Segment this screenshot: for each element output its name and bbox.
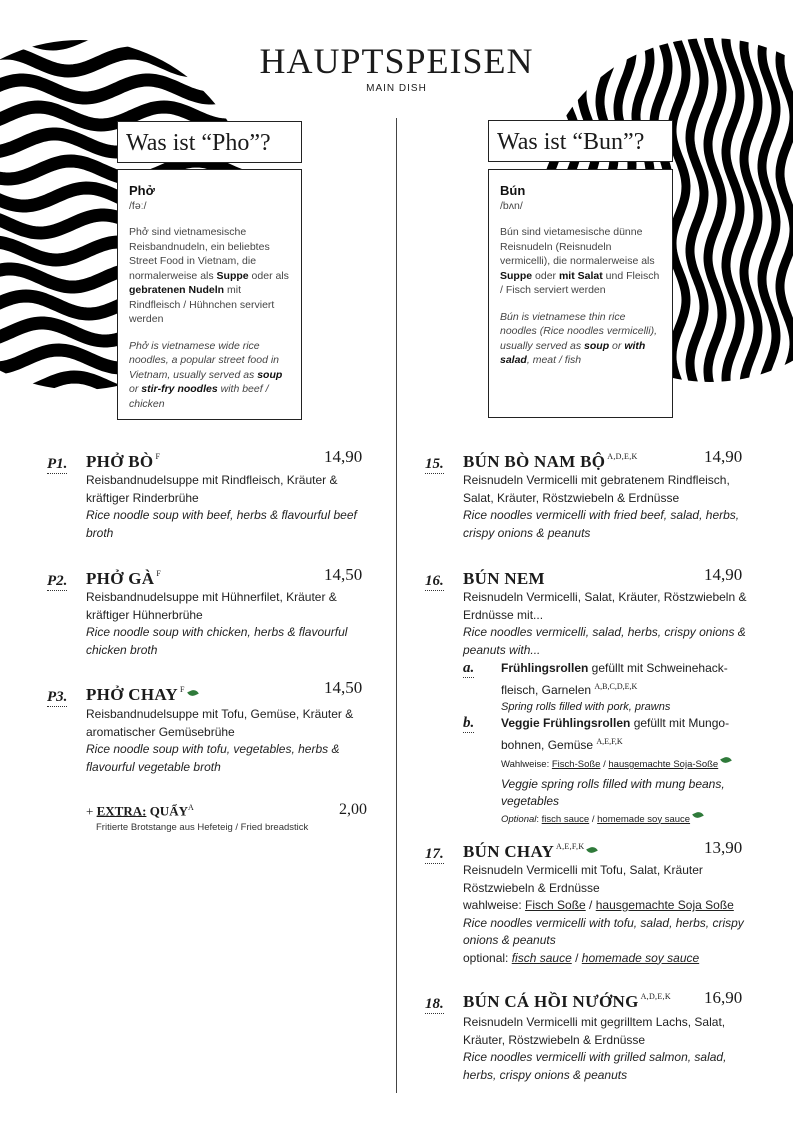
- sauce-choice-en: optional: fisch sauce / homemade soy sauce: [463, 950, 700, 965]
- item-description: Reisnudeln Vermicelli, Salat, Kräuter, Röstzwiebeln & Erdnüsse mit... Rice noodles vermicelli, salad, herbs, crispy onions & peanuts with...: [463, 590, 747, 657]
- sauce-choice-de: wahlweise: Fisch Soße / hausgemachte Soja Soße: [463, 898, 734, 912]
- pho-description-de: Phở sind vietnamesische Reisbandnudeln, ein beliebtes Street Food in Vietnam, die normalerweise als Suppe oder als gebratenen Nudeln mit Rindfleisch / Hühnchen serviert werden: [129, 226, 289, 325]
- item-number: P1.: [47, 456, 68, 472]
- pho-info-box: [117, 169, 302, 420]
- item-description: Reisbandnudelsuppe mit Rindfleisch, Kräuter & kräftiger Rinderbrühe Rice noodle soup with beef, herbs & flavourful beef broth: [86, 473, 357, 540]
- leaf-icon: [587, 845, 599, 855]
- sub-option-a: a. Frühlingsrollen gefüllt mit Schweinehackfleisch, Garnelen $^{A,B,C,D,E,K}$ Spring rolls filled with pork, prawns: [463, 660, 728, 713]
- bun-term: Bún: [500, 183, 526, 198]
- leaf-icon: [692, 810, 704, 820]
- item-description: Reisnudeln Vermicelli mit gegrilltem Lachs, Salat, Kräuter, Röstzwiebeln & Erdnüsse Rice noodles vermicelli with grilled salmon, salad, herbs, crispy onions & peanuts: [463, 1015, 727, 1082]
- item-name: PHỞ CHAY $^F$: [86, 685, 198, 705]
- extra-description: Fritierte Brotstange aus Hefeteig / Fried breadstick: [96, 822, 309, 833]
- item-name: BÚN BÒ NAM BỘ $^{A,D,E,K}$: [463, 452, 638, 471]
- bun-description-en: Bún is vietnamese thin rice noodles (Rice noodles vermicelli), usually served as soup or with salad, meat / fish: [500, 310, 657, 366]
- column-divider: [396, 118, 397, 1093]
- item-description: Reisbandnudelsuppe mit Hühnerfilet, Kräuter & kräftiger Hühnerbrühe Rice noodle soup with chicken, herbs & flavourful chicken broth: [86, 590, 348, 657]
- item-price: 14,50: [324, 565, 363, 584]
- bun-info-box: [488, 169, 673, 418]
- item-name: BÚN NEM: [463, 569, 545, 588]
- pho-phonetic: /fəː/: [129, 199, 147, 212]
- sub-option-b: b. Veggie Frühlingsrollen gefüllt mit Mungobohnen, Gemüse $^{A,E,F,K}$ Wahlweise: Fisch-Soße / hausgemachte Soja-Soße Veggie spring rolls filled with mung beans, vegetables Optional: fisch sauce / homemade soy sauce: [501, 715, 751, 828]
- option-letter: b.: [463, 715, 475, 731]
- item-price: 14,90: [324, 447, 363, 466]
- item-name: BÚN CHAY $^{A,E,F,K}$: [463, 842, 597, 862]
- option-letter: a.: [463, 660, 475, 676]
- item-description: Reisnudeln Vermicelli mit Tofu, Salat, Kräuter Röstzwiebeln & Erdnüsse wahlweise: Fisch Soße / hausgemachte Soja Soße Rice noodles vermicelli with tofu, salad, herbs, crispy onions & peanuts optional: fisch sauce / homemade soy sauce: [463, 862, 748, 967]
- item-number: 18.: [425, 996, 444, 1012]
- bun-description-de: Bún sind vietamesische dünne Reisnudeln (Reisnudeln vermicelli), die normalerweise als Suppe oder mit Salat und Fleisch / Fisch serviert werden: [500, 226, 660, 296]
- item-name: PHỞ BÒ $^F$: [86, 452, 161, 471]
- pho-term: Phở: [129, 183, 155, 198]
- item-number: 16.: [425, 573, 444, 589]
- item-price: 14,50: [324, 678, 363, 697]
- leaf-icon: [720, 755, 732, 765]
- pho-description-en: Phở is vietnamese wide rice noodles, a popular street food in Vietnam, usually served as soup or stir-fry noodles with beef / chicken: [129, 339, 283, 410]
- item-price: 14,90: [704, 447, 743, 466]
- page-subtitle: MAIN DISH: [366, 83, 427, 94]
- item-name: BÚN CÁ HỒI NƯỚNG $^{A,D,E,K}$: [463, 992, 671, 1011]
- item-price: 14,90: [704, 565, 743, 584]
- item-number: 17.: [425, 846, 444, 862]
- sauce-choice-de: Wahlweise: Fisch-Soße / hausgemachte Soja-Soße: [501, 756, 751, 774]
- page-title: HAUPTSPEISEN: [259, 41, 534, 81]
- item-number: P3.: [47, 689, 68, 705]
- item-description: Reisbandnudelsuppe mit Tofu, Gemüse, Kräuter & aromatischer Gemüsebrühe Rice noodle soup with tofu, vegetables, herbs & flavourful vegetable broth: [86, 707, 354, 774]
- item-price: 16,90: [704, 988, 743, 1007]
- sauce-choice-en: Optional: fisch sauce / homemade soy sauce: [501, 811, 751, 829]
- item-description: Reisnudeln Vermicelli mit gebratenem Rindfleisch, Salat, Kräuter, Röstzwiebeln & Erdnüsse Rice noodles vermicelli with fried beef, salad, herbs, crispy onions & peanuts: [463, 473, 740, 540]
- extra-title: + EXTRA: QUẨY$^A$: [86, 803, 194, 819]
- item-price: 13,90: [704, 838, 743, 857]
- leaf-icon: [187, 688, 199, 698]
- extra-price: 2,00: [339, 801, 367, 818]
- pho-question-title: Was ist “Pho”?: [117, 121, 302, 163]
- item-name: PHỞ GÀ $^F$: [86, 569, 162, 588]
- bun-question-title: Was ist “Bun”?: [488, 120, 673, 162]
- item-number: P2.: [47, 573, 68, 589]
- bun-phonetic: /bʌn/: [500, 199, 523, 212]
- item-number: 15.: [425, 456, 444, 472]
